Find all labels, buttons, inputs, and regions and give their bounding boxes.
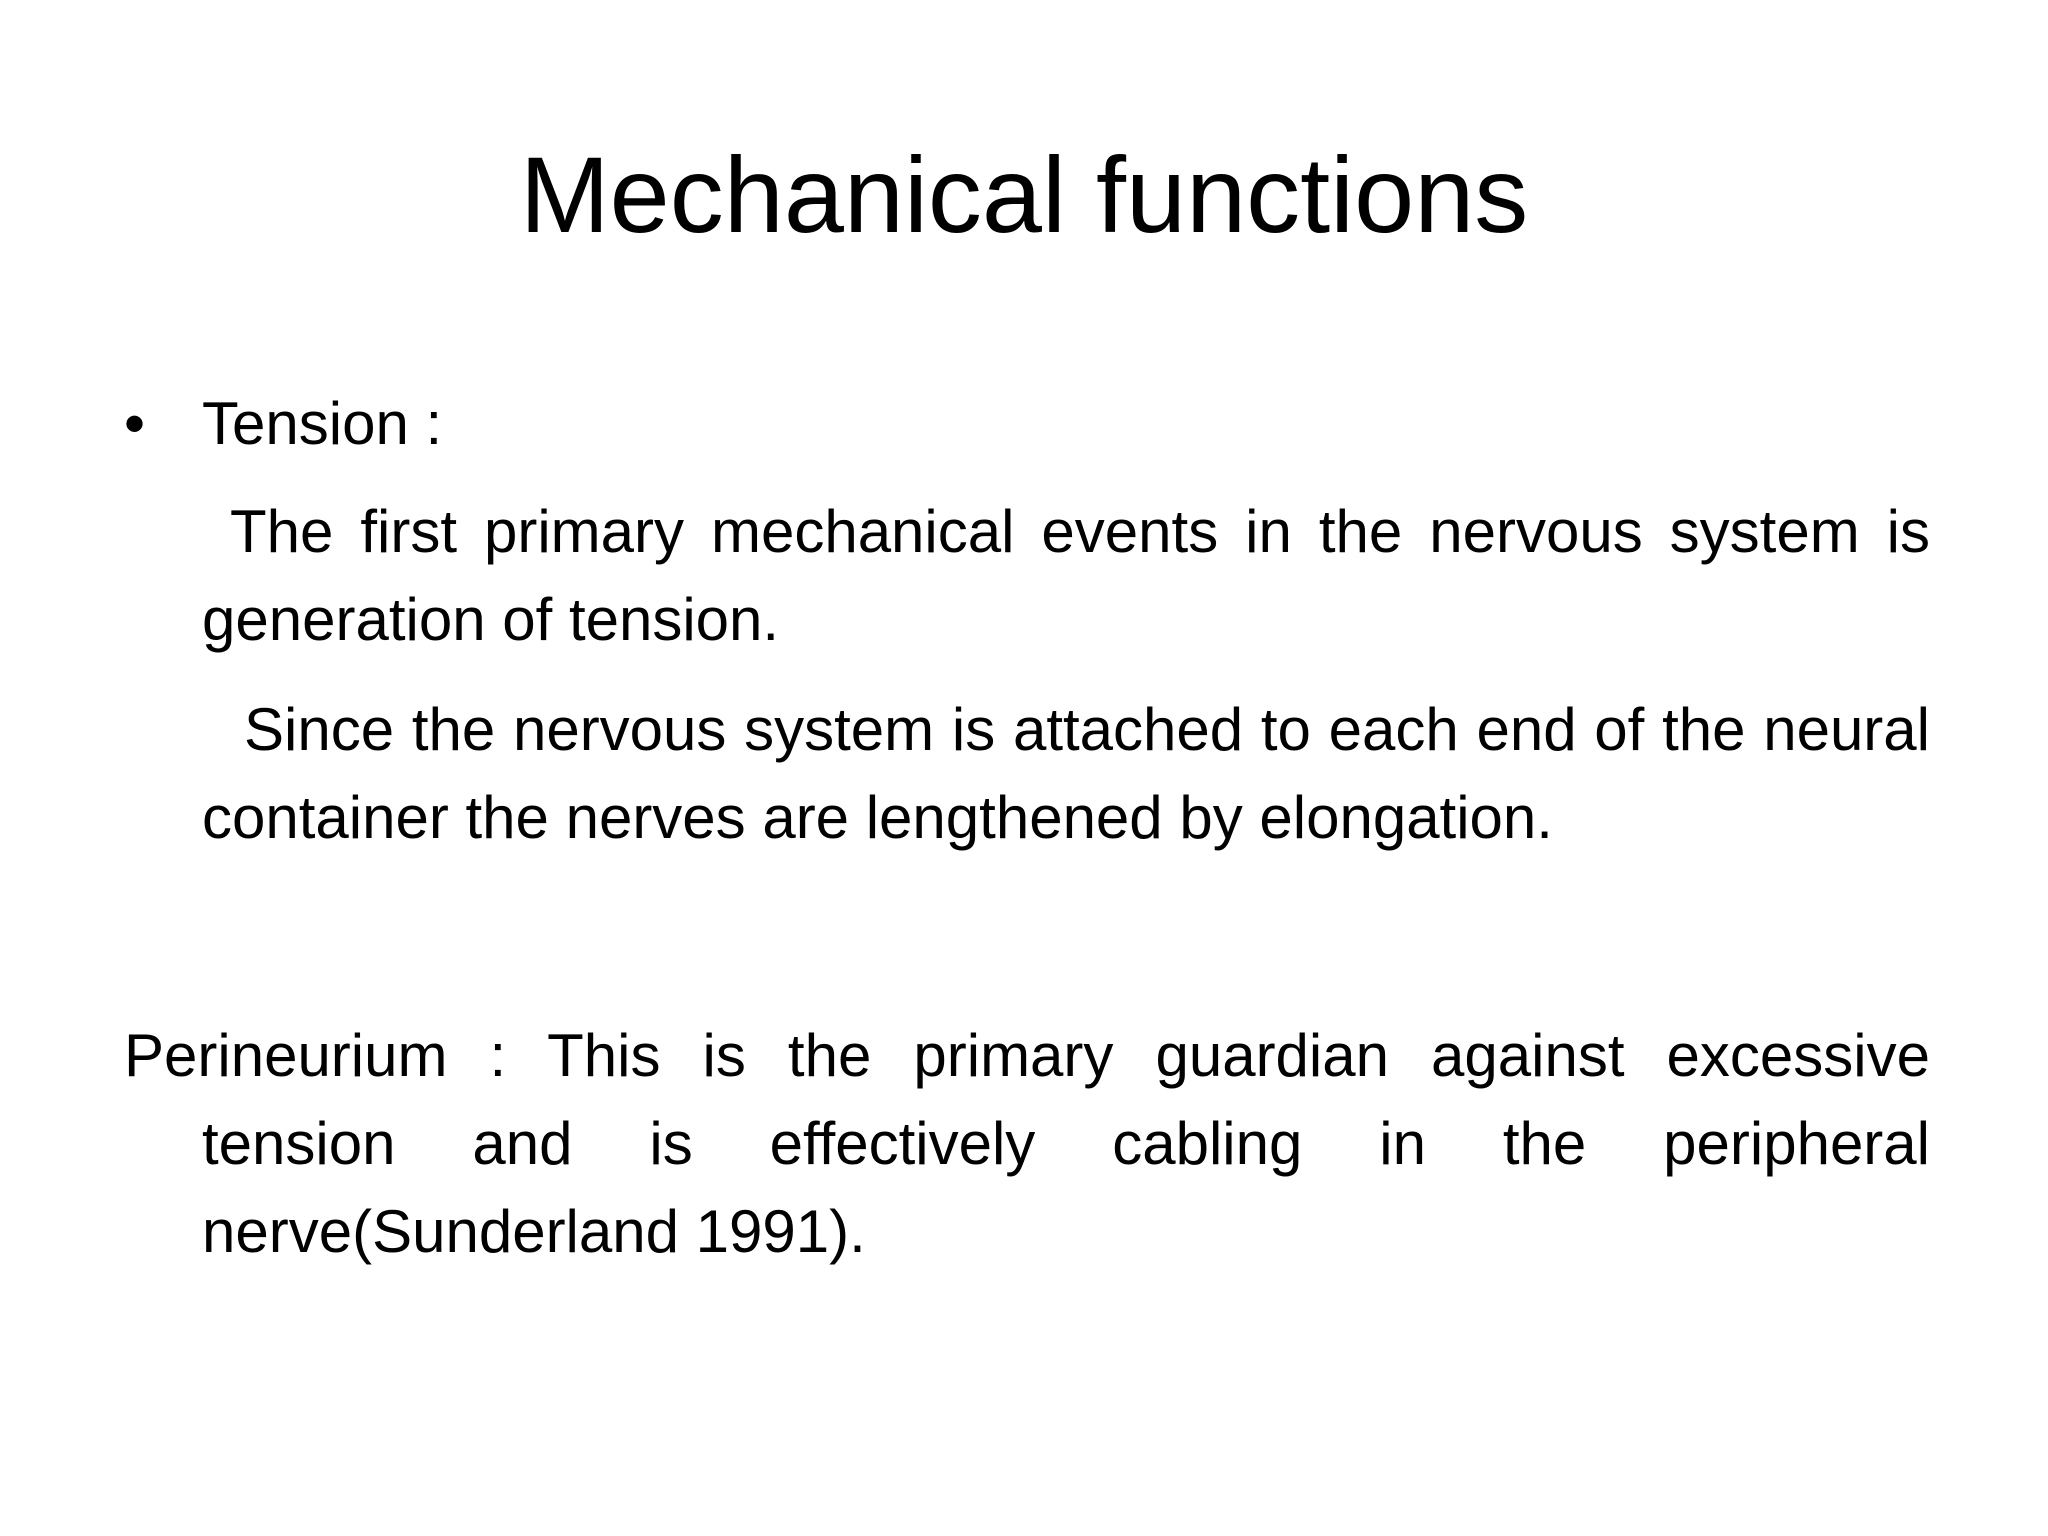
tension-paragraph-2 xyxy=(202,686,1930,862)
slide-title: Mechanical functions xyxy=(519,134,1529,255)
perineurium-paragraph: Perineurium : This is the primary guardian against excessive tension and is effectively cabling in the peripheral nerve(Sunderland 1991). xyxy=(124,1022,1930,1265)
bullet-item-tension xyxy=(124,380,1930,468)
slide-body xyxy=(124,380,1930,1276)
tension-paragraph-1 xyxy=(202,488,1930,664)
paragraph-text: Since the nervous system is attached to each end of the neural container the nerves are lengthened by elongation. xyxy=(202,696,1930,851)
bullet-label: Tension : xyxy=(202,390,443,457)
bullet-icon: • xyxy=(124,390,146,457)
paragraph-text: The first primary mechanical events in the nervous system is generation of tension. xyxy=(202,498,1930,653)
